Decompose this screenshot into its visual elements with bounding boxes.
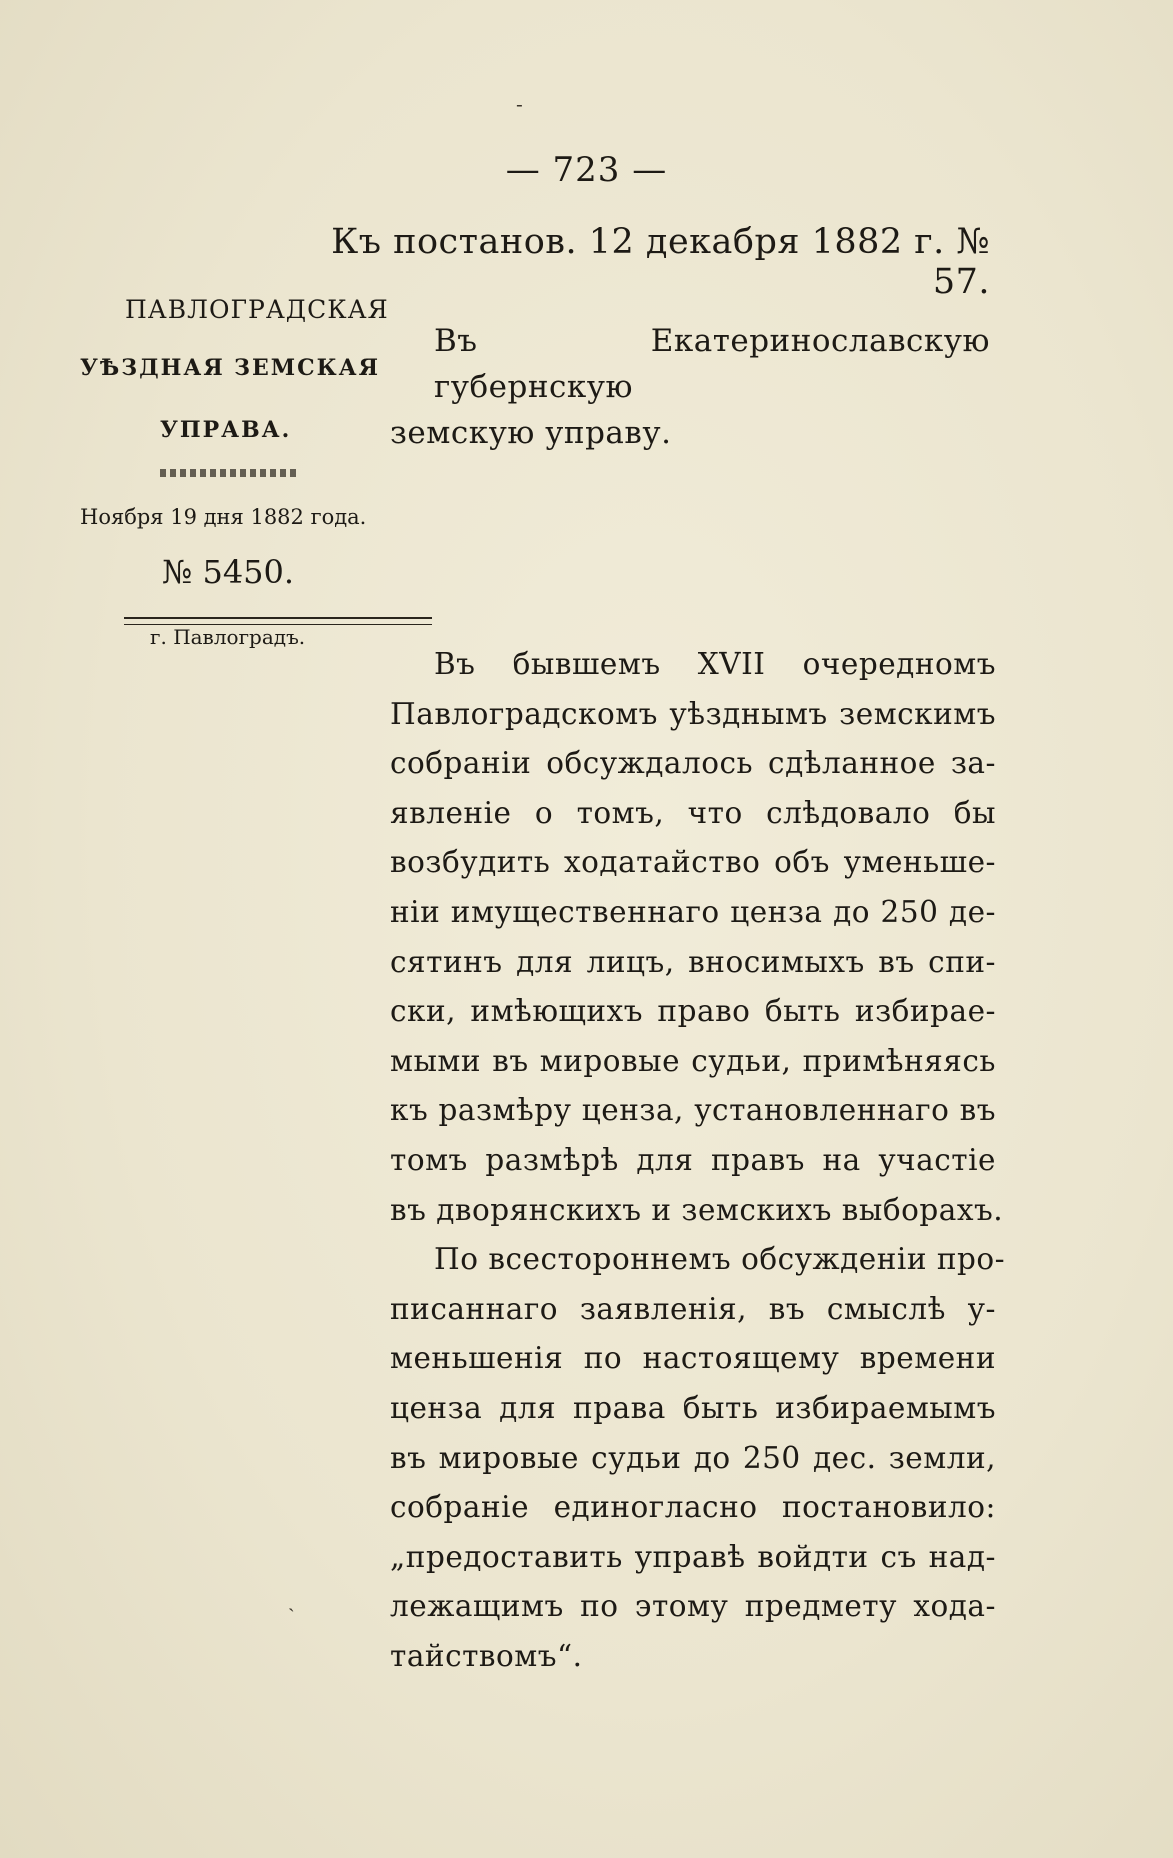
sender-type-word-2: ЗЕМСКАЯ (234, 355, 380, 381)
sender-type-line (80, 355, 380, 381)
body-line: собраніи обсуждалось сдѣланное за- (390, 746, 996, 781)
ink-speck: ˎ (288, 1588, 295, 1612)
body-line: „предоставить управѣ войдти съ над- (390, 1539, 996, 1574)
body-line: явленіе о томъ, что слѣдовало бы (390, 795, 996, 830)
body-line: По всестороннемъ обсужденіи про- (434, 1242, 1006, 1277)
letter-number: № 5450. (162, 553, 295, 591)
letter-body (390, 640, 1006, 1681)
body-line: ски, имѣющихъ право быть избирае- (390, 994, 996, 1029)
body-line: мыми въ мировые судьи, примѣняясь (390, 1043, 996, 1078)
body-line: собраніе единогласно постановило: (390, 1490, 996, 1525)
decree-reference: Къ постанов. 12 декабря 1882 г. № 57. (331, 222, 990, 302)
body-line: въ мировые судьи до 250 дес. земли, (390, 1440, 996, 1475)
body-line: ніи имущественнаго ценза до 250 де- (390, 894, 996, 929)
body-line: Павлоградскомъ уѣзднымъ земскимъ (390, 696, 996, 731)
body-line: тайствомъ“. (390, 1638, 583, 1673)
addressee-block (390, 318, 990, 456)
body-line: ценза для права быть избираемымъ (390, 1390, 996, 1425)
letter-city: г. Павлоградъ. (150, 625, 306, 649)
page-number: — 723 — (505, 150, 668, 190)
letter-date: Ноября 19 дня 1882 года. (80, 505, 367, 529)
body-line: возбудить ходатайство объ уменьше- (390, 845, 996, 880)
body-line: сятинъ для лицъ, вносимыхъ въ спи- (390, 944, 996, 979)
sender-type-word-1: УѢЗДНАЯ (80, 355, 225, 381)
body-line: томъ размѣрѣ для правъ на участіе (390, 1142, 996, 1177)
body-line: Въ бывшемъ XVII очередномъ (434, 647, 996, 681)
body-line: лежащимъ по этому предмету хода- (390, 1589, 996, 1624)
ink-speck: - (516, 92, 523, 116)
double-rule-divider (124, 617, 432, 625)
body-line: къ размѣру ценза, установленнаго въ (390, 1093, 996, 1128)
addressee-line: земскую управу. (390, 415, 672, 451)
sender-name-line: ПАВЛОГРАДСКАЯ (125, 295, 389, 324)
sender-office-line: УПРАВА. (160, 417, 292, 443)
body-line: меньшенія по настоящему времени (390, 1341, 996, 1376)
ornament-divider (160, 469, 300, 477)
addressee-line: Въ Екатеринославскую губернскую (434, 323, 990, 405)
body-line: писаннаго заявленія, въ смыслѣ у- (390, 1291, 996, 1326)
body-line: въ дворянскихъ и земскихъ выборахъ. (390, 1192, 1004, 1227)
